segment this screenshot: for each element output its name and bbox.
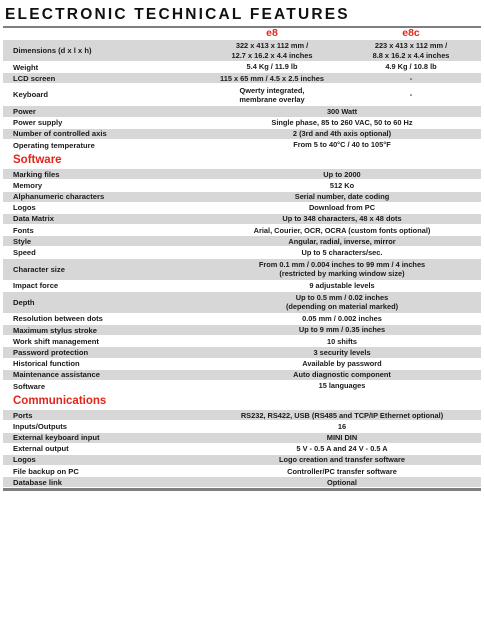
spec-value-line: 16 [337,421,347,431]
spec-value-line: Up to 0.5 mm / 0.02 inches [295,293,389,303]
spec-label: Marking files [13,169,60,179]
spec-row-external-keyboard-input [3,432,481,443]
spec-value-line: RS232, RS422, USB (RS485 and TCP/IP Ethernet optional) [240,410,444,420]
spec-row-work-shift-management [3,335,481,346]
spec-value [203,107,481,116]
spec-label: Dimensions (d x l x h) [13,46,92,55]
spec-label: Speed [13,248,36,258]
spec-label: Data Matrix [13,214,54,224]
spec-value-e8c-line: - [409,73,413,83]
spec-value-e8c-line: 223 x 413 x 112 mm / [374,41,448,51]
spec-value-e8-line: 12.7 x 16.2 x 4.4 inches [231,50,313,60]
spec-row-software [3,380,481,391]
spec-value-e8-line: Qwerty integrated, [239,85,305,95]
spec-value-e8 [203,41,341,59]
spec-row-database-link [3,476,481,487]
spec-row-weight [3,61,481,72]
spec-row-logos [3,454,481,465]
spec-value [203,118,481,127]
spec-label: Maximum stylus stroke [13,325,97,335]
spec-label: Power supply [13,118,63,128]
spec-row-number-of-controlled-axis [3,128,481,139]
spec-value [203,192,481,201]
spec-value-line: 9 adjustable levels [309,281,375,291]
spec-label: Inputs/Outputs [13,421,67,431]
spec-value [203,214,481,223]
spec-value-e8c [341,74,481,83]
spec-value [203,314,481,323]
spec-value [203,226,481,235]
page-title: ELECTRONIC TECHNICAL FEATURES [5,6,350,23]
spec-value-e8 [203,62,341,71]
spec-label: File backup on PC [13,466,79,476]
spec-value-line: Auto diagnostic component [293,370,391,380]
spec-value [203,370,481,379]
spec-label: Historical function [13,359,80,369]
spec-label: Password protection [13,347,89,357]
spec-value-line: 3 security levels [313,347,371,357]
spec-row-character-size [3,258,481,280]
spec-row-operating-temperature [3,139,481,150]
software-features-table [3,168,481,391]
spec-value-line: Arial, Courier, OCR, OCRA (custom fonts optional) [253,225,431,235]
spec-label: Impact force [13,281,59,291]
spec-value-line: Logo creation and transfer software [278,455,406,465]
spec-value-line: Up to 5 characters/sec. [301,247,383,257]
spec-row-power-supply [3,117,481,128]
spec-label: Fonts [13,225,34,235]
spec-value-e8-line: 322 x 413 x 112 mm / [235,41,309,51]
spec-value [203,260,481,278]
spec-label: Style [13,236,32,246]
spec-value-line: 5 V - 0.5 A and 24 V - 0.5 A [296,444,388,454]
spec-value-e8c [341,41,481,59]
spec-row-logos [3,202,481,213]
spec-label: Logos [13,203,36,213]
spec-label: Maintenance assistance [13,370,100,380]
spec-value [203,455,481,464]
spec-value [203,337,481,346]
spec-label: Software [13,381,46,391]
spec-value-line: 0.05 mm / 0.002 inches [302,314,382,324]
spec-value [203,181,481,190]
communications-heading: Communications [3,391,481,409]
spec-row-fonts [3,224,481,235]
spec-value-line: 512 Ko [329,180,355,190]
spec-label: Memory [13,180,43,190]
spec-label: Database link [13,477,62,487]
spec-label: Character size [13,264,65,274]
spec-row-historical-function [3,358,481,369]
spec-row-lcd-screen [3,72,481,83]
spec-row-alphanumeric-characters [3,191,481,202]
spec-row-style [3,235,481,246]
spec-label: Weight [13,62,39,72]
spec-row-speed [3,246,481,257]
spec-row-dimensions-d-x-l-x-h [3,39,481,61]
spec-row-power [3,105,481,116]
model-e8c-heading: e8c [402,28,420,39]
spec-value-e8-line: membrane overlay [239,94,305,104]
spec-value-line: Available by password [302,359,382,369]
spec-value-e8 [203,86,341,104]
spec-value-line: From 0.1 mm / 0.004 inches to 99 mm / 4 inches [258,259,426,269]
model-header-row [3,28,481,39]
spec-value [203,348,481,357]
spec-value-line: Controller/PC transfer software [287,466,397,476]
spec-value-line: Optional [327,477,357,487]
electronic-features-table [3,39,481,150]
spec-value [203,237,481,246]
spec-label: External output [13,444,69,454]
spec-label: LCD screen [13,73,56,83]
spec-value-line: 10 shifts [327,336,357,346]
spec-label: Power [13,106,36,116]
spec-value [203,325,481,334]
spec-label: Depth [13,297,35,307]
spec-label: Resolution between dots [13,314,103,324]
spec-value-e8-line: 5.4 Kg / 11.9 lb [246,62,298,72]
spec-row-password-protection [3,346,481,357]
spec-row-maximum-stylus-stroke [3,324,481,335]
spec-row-ports [3,409,481,420]
spec-value-line: 300 Watt [326,106,358,116]
spec-row-external-output [3,443,481,454]
spec-value-e8c-line: 8.8 x 16.2 x 4.4 inches [372,50,450,60]
spec-value-line: Serial number, date coding [294,191,390,201]
spec-value [203,433,481,442]
spec-label: Alphanumeric characters [13,192,105,202]
spec-value-line: 15 languages [318,381,366,391]
spec-value-line: (restricted by marking window size) [279,269,405,279]
spec-value [203,170,481,179]
spec-value-e8c-line: - [409,90,413,100]
spec-label: Number of controlled axis [13,129,107,139]
spec-value [203,444,481,453]
spec-value-line: Download from PC [308,203,376,213]
spec-row-marking-files [3,168,481,179]
bottom-rule [3,488,481,491]
spec-value-line: 2 (3rd and 4th axis optional) [292,129,392,139]
spec-value-line: Up to 2000 [323,169,361,179]
spec-value [203,129,481,138]
spec-value-e8c [341,62,481,71]
spec-value [203,478,481,487]
spec-label: Operating temperature [13,140,95,150]
spec-label: Keyboard [13,90,49,100]
spec-value [203,411,481,420]
spec-row-maintenance-assistance [3,369,481,380]
spec-value-line: From 5 to 40°C / 40 to 105°F [293,140,391,150]
spec-value [203,467,481,476]
spec-row-memory [3,179,481,190]
communications-features-table [3,409,481,487]
spec-value-e8c-line: 4.9 Kg / 10.8 lb [385,62,437,72]
spec-value-e8c [341,90,481,99]
spec-value-e8-line: 115 x 65 mm / 4.5 x 2.5 inches [220,73,324,83]
spec-value [203,248,481,257]
spec-row-depth [3,291,481,313]
spec-value [203,203,481,212]
spec-value-line: MINI DIN [326,432,358,442]
spec-label: Work shift management [13,336,99,346]
spec-value-line: Up to 9 mm / 0.35 inches [298,325,386,335]
spec-value [203,381,481,390]
spec-value-e8 [203,74,341,83]
spec-label: External keyboard input [13,433,100,443]
spec-sheet [3,4,481,491]
spec-value [203,293,481,311]
spec-row-file-backup-on-pc [3,465,481,476]
spec-value [203,281,481,290]
spec-row-data-matrix [3,213,481,224]
spec-value-line: Angular, radial, inverse, mirror [288,236,396,246]
spec-row-impact-force [3,280,481,291]
spec-row-resolution-between-dots [3,313,481,324]
spec-row-keyboard [3,83,481,105]
spec-value-line: (depending on material marked) [285,302,399,312]
model-e8-heading: e8 [266,28,278,39]
spec-label: Logos [13,455,36,465]
software-heading: Software [3,150,481,168]
spec-value [203,422,481,431]
spec-value-line: Single phase, 85 to 260 VAC, 50 to 60 Hz [271,118,413,128]
spec-value-line: Up to 348 characters, 48 x 48 dots [282,214,402,224]
spec-row-inputs-outputs [3,420,481,431]
spec-value [203,140,481,149]
spec-label: Ports [13,410,33,420]
spec-value [203,359,481,368]
